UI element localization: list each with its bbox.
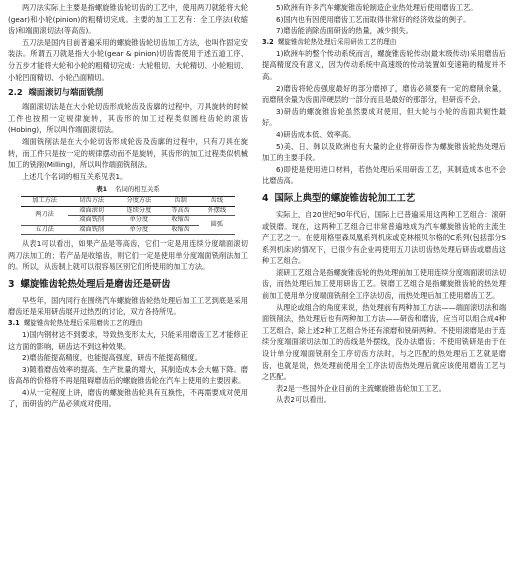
- paragraph: 表2是一些国外企业目前的主流螺旋锥齿轮加工工艺。: [276, 383, 446, 393]
- table-header-cell: 分度方法: [115, 197, 162, 206]
- list-item: 2)磨齿将轮齿强度最好的部分磨掉了，磨齿必须要有一定的磨削余量，而磨削余量为齿面淬硬层的一部分而且是最好的那部分，但研齿不会。: [262, 83, 506, 105]
- list-item: 3)研齿的螺旋锥齿轮虽然要成对使用，但大轮与小轮的齿面共轭性最好。: [262, 106, 506, 128]
- table-cell: 五刀法: [21, 225, 68, 234]
- paragraph: 上述几个名词的相互关系见表1。: [22, 171, 128, 181]
- table-cell: 等高齿: [162, 206, 198, 215]
- paragraph: 两刀法实际上主要是指螺旋锥齿轮切齿的工艺中，使用两刀就能将大轮(gear)和小轮(pinion)的粗精切完成。主要的加工工艺有：全工序法(收缩齿)和端面滚切法(等高齿)。: [8, 3, 248, 36]
- right-column: [262, 2, 506, 406]
- list-item: 4)研齿成本低、效率高。: [276, 129, 356, 139]
- section-heading-3: 3 螺旋锥齿轮热处理后是磨齿还是研齿: [8, 278, 171, 290]
- paragraph: 五刀法是国内目前普遍采用的螺旋锥齿轮切齿加工方法，也叫作固定安装法。所谓五刀就是指大小轮(gear & pinion)切齿需使用于述五道工序、分五步才能将大轮和小轮的粗精切完成：大轮粗切、大轮精切、小轮粗切、小轮凹面精切、小轮凸面精切。: [8, 37, 248, 82]
- list-item: 5)欧洲有许多汽车螺旋锥齿轮制造企业热处理后使用磨齿工艺。: [276, 3, 478, 12]
- table-header-cell: 切齿方法: [68, 197, 115, 206]
- paragraph: 端面滚切法是在大小轮切齿形成轮齿及齿廓的过程中，刀具旋转的时候工件也按照一定规律旋转，其齿形的加工过程类似圆柱齿轮的滚齿(Hobing)，所以叫作端面滚切法。: [8, 102, 248, 135]
- subsection-heading-3-2: 3.2 螺旋锥齿轮热处理后采用研齿工艺的理由: [262, 37, 397, 46]
- list-item: 6)即使是使用进口材料，若热处理后采用研齿工艺，其制造成本也不会比磨齿高。: [262, 164, 506, 186]
- paragraph: 端面铣削法是在大小轮切齿形成轮齿及齿廓的过程中，只有刀具在旋转，而工件只是按一定的规律摆动而不是旋转，其齿形的加工过程类似机械加工的铣削(Milling)，所以叫作端面铣削法。: [8, 136, 248, 170]
- paragraph: 实际上，自20世纪90年代后，国际上已普遍采用这两种工艺组合：滚研或铣磨。现在，这两种工艺组合已非常普遍地成为汽车螺旋锥齿轮的主流生产工艺之一。在使用格里森凤凰系列机床或克林根贝尔格的C系列(包括部分S系列机床)的情况下，已很少有企业再使用五刀法切齿热处理后研齿或磨齿这种工艺组合。: [262, 209, 506, 266]
- table-cell: 两刀法: [21, 206, 68, 225]
- table-cell: 连续分度: [115, 206, 162, 215]
- table-cell: 收缩齿: [162, 216, 198, 225]
- list-item: 1)国内钢材达不到要求，导致热变形太大，只能采用磨齿工艺才能修正这方面的影响，研齿达不到这种效果。: [8, 329, 248, 351]
- table-cell: 外摆线: [199, 206, 235, 215]
- paragraph: 滚研工艺组合是指螺旋锥齿轮的热处理前加工使用连续分度端面滚切法切齿，而热处理后加工使用研齿工艺。铣磨工艺组合是指螺旋锥齿轮的热处理前加工使用单分度端面铣削全工序法切齿，而热处理后加工使用磨齿工艺。: [262, 267, 507, 301]
- table-cell: 收缩齿: [162, 225, 198, 234]
- paragraph: 早些年，国内同行在围绕汽车螺旋锥齿轮热处理后加工工艺到底是采用磨齿还是采用研齿展开过热烈的讨论，双方各持所见。: [8, 295, 248, 317]
- table-row: [21, 206, 235, 215]
- list-item: 2)磨齿能提高精度，也能提高强度，研齿不能提高精度。: [22, 353, 202, 363]
- left-column: [8, 2, 248, 410]
- table-header-cell: 齿线: [199, 197, 235, 206]
- table-header-cell: 加工方法: [21, 197, 68, 206]
- table-cell: 端面铣削: [68, 225, 115, 234]
- table-cell: 单分度: [115, 225, 162, 234]
- table-caption: 表1 名词的相互关系: [96, 185, 160, 194]
- section-heading-4: 4 国际上典型的螺旋锥齿轮加工工艺: [262, 192, 416, 204]
- list-item: 6)国内也有因使用磨齿工艺而取得非常好的经济效益的例子。: [276, 14, 471, 24]
- list-item: 7)磨齿能消除齿面研齿的热量，减少损失。: [276, 26, 413, 36]
- list-item: 1)欧洲车的整个传动系统而言，螺旋锥齿轮传动(最末级传动)采用磨齿后提高精度没有意义，因为传动系统中高速级的传动装置如变速箱的精度并不高。: [262, 48, 506, 81]
- paragraph: 从表2可以看出。: [276, 395, 331, 405]
- relations-table: [21, 196, 235, 235]
- list-item: 5)美、日、韩以及欧洲也有大量的企业将研齿作为螺旋锥齿轮热处理后加工的主要手段。: [262, 141, 506, 163]
- table-cell: 端面滚切: [68, 206, 115, 215]
- table-cell: 单分度: [115, 216, 162, 225]
- subsection-heading-2-2: 2.2 端面滚切与端面铣削: [8, 87, 104, 98]
- paragraph: 从理论或组合的角度来说，热处理前有两种加工方法——端面滚切法和端面铣削法，热处理后也有两种加工方法——研齿和磨齿，应当可以组合成4种工艺组合，除上述2种工艺组合外还有滚磨和铣研两种。不使用滚磨是由于连续分度端面滚切法加工的齿线是外摆线，没办法磨齿；不使用铣研是由于在设计单分度端面铣削全工序切齿方法时，与之匹配的热处理后工艺就是磨齿，也就是说，热处理前使用全工序法切齿热处理后就应该使用磨齿工艺与之匹配。: [262, 302, 507, 382]
- table-header-cell: 齿制: [162, 197, 198, 206]
- paragraph: 从表1可以看出，如果产品是等高齿，它们一定是用连续分度端面滚切两刀法加工的；若产品是收缩齿，则它们一定是使用单分度端面铣削法加工的。所以，从齿制上就可以很容易区别它们所使用的加工方法。: [8, 238, 248, 272]
- table-cell: 端面铣削: [68, 216, 115, 225]
- list-item: 3)随着磨齿效率的提高、生产批量的增大，其制造成本会大幅下降。磨齿高昂的价格将不再是阻碍磨齿后的螺旋锥齿轮在汽车上使用的主要因素。: [8, 364, 248, 386]
- list-item: 4)从一定程度上讲，磨齿的螺旋锥齿轮具有互换性，不再需要成对使用了，而研齿的产品必须成对使用。: [8, 387, 248, 409]
- table-cell: 圆弧: [199, 216, 235, 235]
- subsection-heading-3-1: 3.1 螺旋锥齿轮热处理后采用磨齿工艺的理由: [8, 318, 143, 327]
